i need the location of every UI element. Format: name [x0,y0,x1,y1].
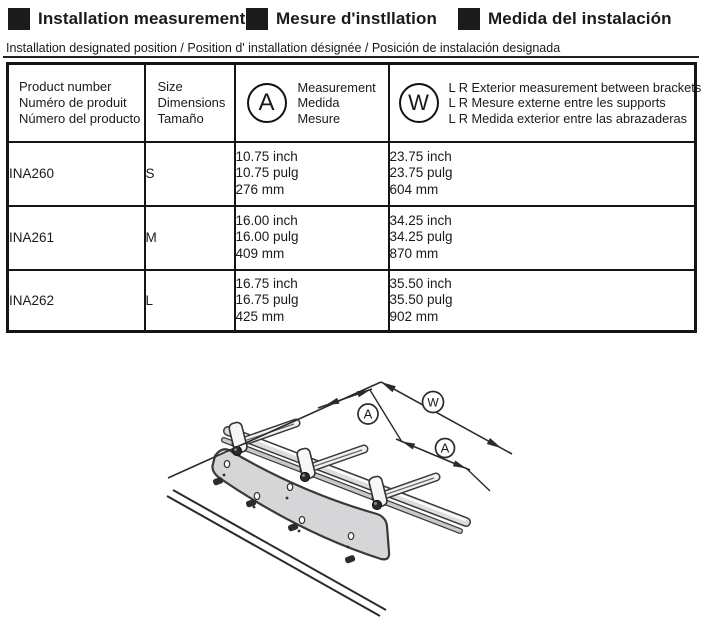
size-cell: L [145,270,235,332]
header-line: Measurement [297,79,376,95]
clamp-bolt-icon [372,500,381,509]
header-size [145,64,235,142]
header-line: L R Exterior measurement between brackets [448,79,702,95]
dimension-label-w [423,392,444,413]
subtitle-underline [3,56,699,58]
header-line: Tamaño [157,110,204,126]
value-line: 604 mm [389,181,439,197]
table-header-row [8,64,696,142]
value-line: 16.75 pulg [235,292,299,307]
svg-text:W: W [427,395,439,410]
table-row-ina262 [8,270,696,332]
value-line: 409 mm [235,245,285,261]
black-square-bullet-icon [246,8,268,30]
svg-text:A: A [440,440,450,456]
value-line: 34.25 inch [389,212,452,228]
value-line: 35.50 pulg [389,292,453,307]
measurement-w-cell [389,270,696,332]
value-line: 10.75 inch [235,148,298,164]
measurement-a-cell [235,206,389,270]
header-measurement-a [235,64,389,142]
dimension-label-a2 [436,439,455,458]
black-square-bullet-icon [8,8,30,30]
header-line: Product number [19,78,112,94]
value-line: 23.75 inch [389,148,452,164]
header-exterior-measurement-w [389,64,702,142]
header-line: L R Mesure externe entre les supports [448,95,666,110]
header-line: L R Medida exterior entre las abrazaderas [448,110,688,126]
table-row-ina260 [8,142,696,206]
value-line: 425 mm [235,308,285,324]
circled-w-icon: W [399,83,439,123]
size-cell: M [145,206,235,270]
measurement-a-cell [235,142,389,206]
title-label-en: Installation measurement [38,9,246,28]
measurement-w-cell [389,206,696,270]
header-line: Número del producto [19,110,141,126]
title-mesure-installation [246,8,437,30]
installation-diagram [0,368,702,638]
value-line: 34.25 pulg [389,229,453,245]
value-line: 276 mm [235,181,285,197]
value-line: 16.00 inch [235,212,298,228]
value-line: 35.50 inch [389,275,452,291]
header-line: Numéro de produit [19,94,127,110]
clamp-bolt-icon [300,472,309,481]
header-line: Dimensions [157,94,226,110]
product-number-cell: INA260 [8,142,145,206]
value-line: 10.75 pulg [235,165,299,181]
value-line: 23.75 pulg [389,165,453,181]
title-medida-instalacion [458,8,672,30]
table-row-ina261 [8,206,696,270]
measurement-w-cell [389,142,696,206]
size-cell: S [145,142,235,206]
header-line: Medida [297,95,340,110]
svg-text:A: A [363,406,373,422]
value-line: 16.00 pulg [235,229,299,245]
measurement-a-cell [235,270,389,332]
product-number-cell: INA262 [8,270,145,332]
product-number-cell: INA261 [8,206,145,270]
value-line: 902 mm [389,308,439,324]
value-line: 870 mm [389,245,439,261]
value-line: 16.75 inch [235,275,298,291]
title-label-es: Medida del instalación [488,9,672,28]
circled-a-icon: A [247,83,287,123]
header-product-number [8,64,145,142]
dimension-label-a1 [358,404,378,424]
title-label-fr: Mesure d'instllation [276,9,437,28]
title-installation-measurement [8,8,245,30]
subtitle-designated-position: Installation designated position / Position d' installation désignée / Posición de instalación designada [6,41,561,55]
measurement-table [6,62,702,333]
black-square-bullet-icon [458,8,480,30]
header-line: Mesure [297,110,341,126]
header-line: Size [157,78,183,94]
